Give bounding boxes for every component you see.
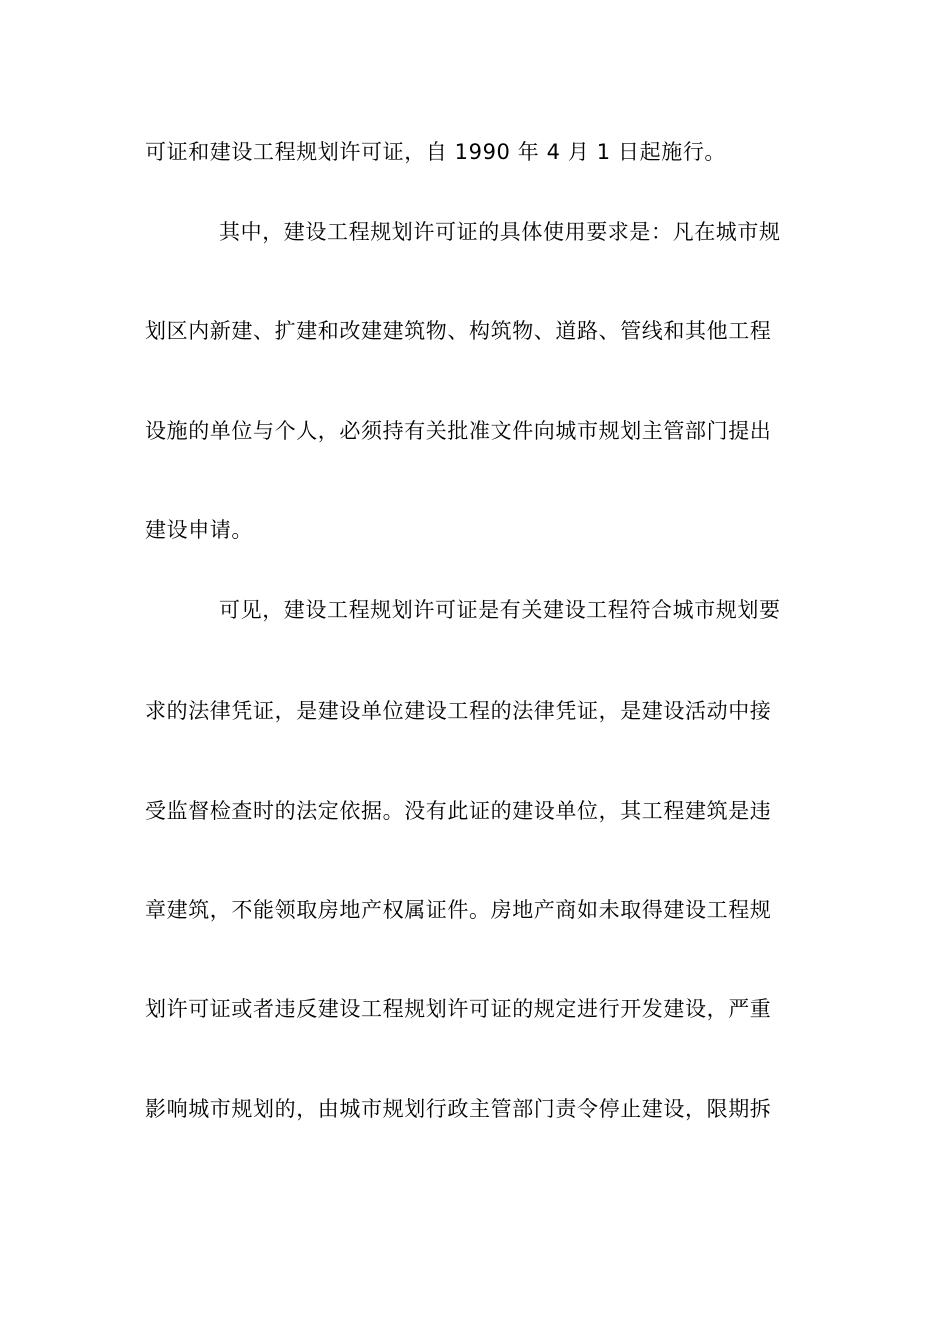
paragraph-2-line-2: 划区内新建、扩建和改建建筑物、构筑物、道路、管线和其他工程 (145, 319, 772, 343)
paragraph-2-line-1: 其中，建设工程规划许可证的具体使用要求是：凡在城市规 (219, 220, 781, 244)
paragraph-3-line-4: 章建筑，不能领取房地产权属证件。房地产商如未取得建设工程规 (145, 898, 772, 922)
paragraph-3-line-5: 划许可证或者违反建设工程规划许可证的规定进行开发建设，严重 (145, 997, 772, 1021)
paragraph-3-line-6: 影响城市规划的，由城市规划行政主管部门责令停止建设，限期拆 (145, 1097, 772, 1121)
paragraph-3-line-2: 求的法律凭证，是建设单位建设工程的法律凭证，是建设活动中接 (145, 699, 772, 723)
paragraph-3-line-3: 受监督检查时的法定依据。没有此证的建设单位，其工程建筑是违 (145, 799, 772, 823)
text-line-1: 可证和建设工程规划许可证，自 1990 年 4 月 1 日起施行。 (145, 140, 727, 164)
paragraph-2-line-3: 设施的单位与个人，必须持有关批准文件向城市规划主管部门提出 (145, 419, 772, 443)
paragraph-3-line-1: 可见，建设工程规划许可证是有关建设工程符合城市规划要 (219, 598, 781, 622)
paragraph-2-line-4: 建设申请。 (145, 518, 253, 542)
